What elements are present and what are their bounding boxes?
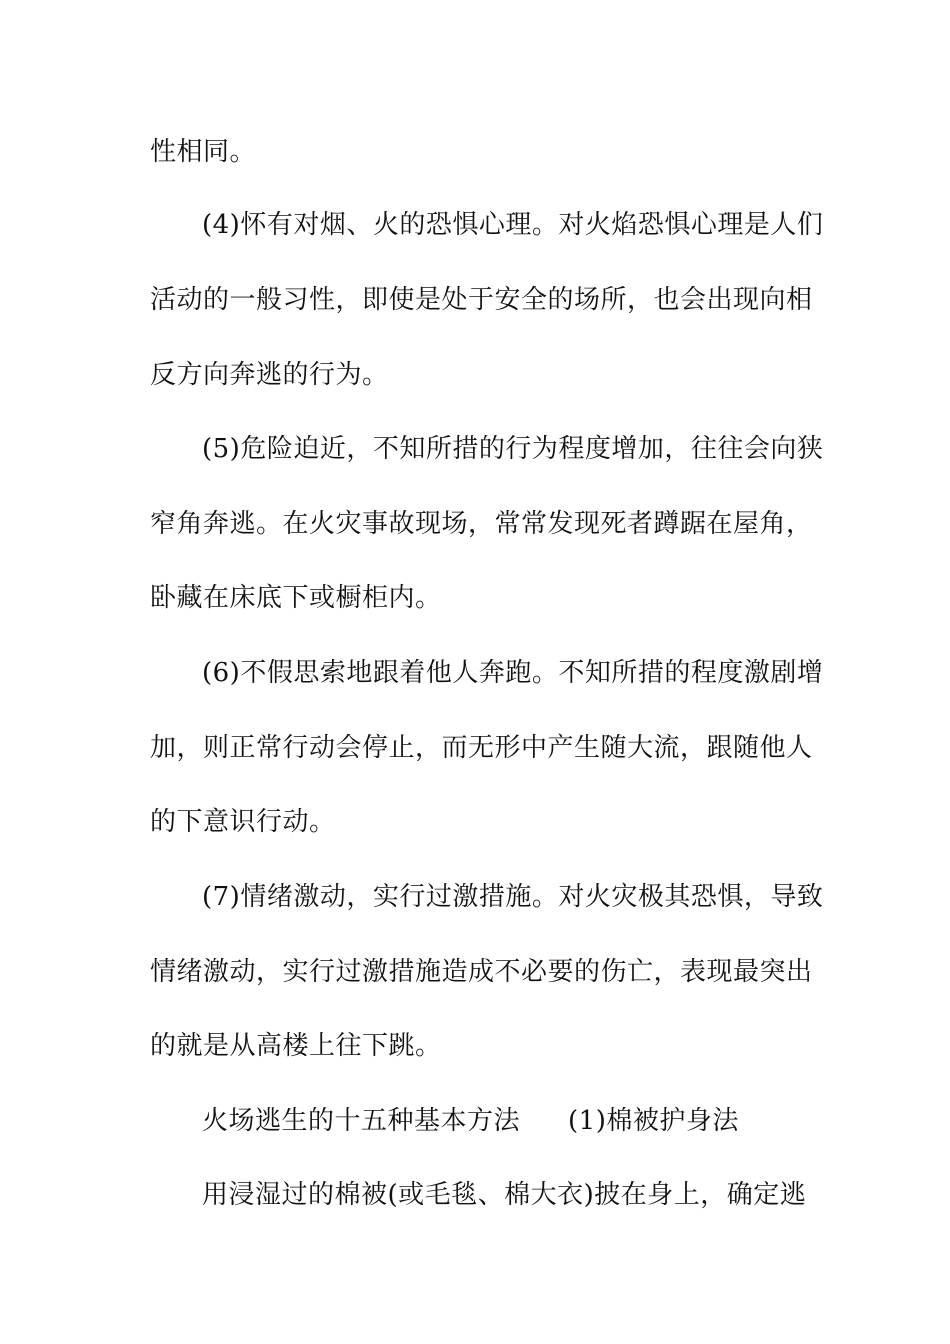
method-title: (1)棉被护身法: [568, 1106, 739, 1136]
text-line: 活动的一般习性，即使是处于安全的场所，也会出现向相: [150, 285, 813, 315]
text-line: (7)情绪激动，实行过激措施。对火灾极其恐惧，导致: [202, 882, 824, 912]
text-line: 加，则正常行动会停止，而无形中产生随大流，跟随他人: [150, 733, 813, 763]
text-line: 窄角奔逃。在火灾事故现场，常常发现死者蹲踞在屋角，: [150, 509, 813, 539]
text-line: (6)不假思索地跟着他人奔跑。不知所措的程度激剧增: [202, 658, 824, 688]
section-heading: 火场逃生的十五种基本方法: [202, 1106, 521, 1136]
text-line: (4)怀有对烟、火的恐惧心理。对火焰恐惧心理是人们: [202, 210, 824, 240]
text-line: 卧藏在床底下或橱柜内。: [150, 583, 442, 613]
text-line: 的下意识行动。: [150, 807, 336, 837]
section-heading-line: [202, 1106, 739, 1136]
text-line: 反方向奔逃的行为。: [150, 360, 389, 390]
text-line: (5)危险迫近，不知所措的行为程度增加，往往会向狭: [202, 434, 824, 464]
text-line: 的就是从高楼上往下跳。: [150, 1031, 442, 1061]
text-line: 用浸湿过的棉被(或毛毯、棉大衣)披在身上，确定逃: [202, 1180, 807, 1210]
text-line: 性相同。: [150, 137, 257, 167]
text-line: 情绪激动，实行过激措施造成不必要的伤亡，表现最突出: [150, 957, 813, 987]
